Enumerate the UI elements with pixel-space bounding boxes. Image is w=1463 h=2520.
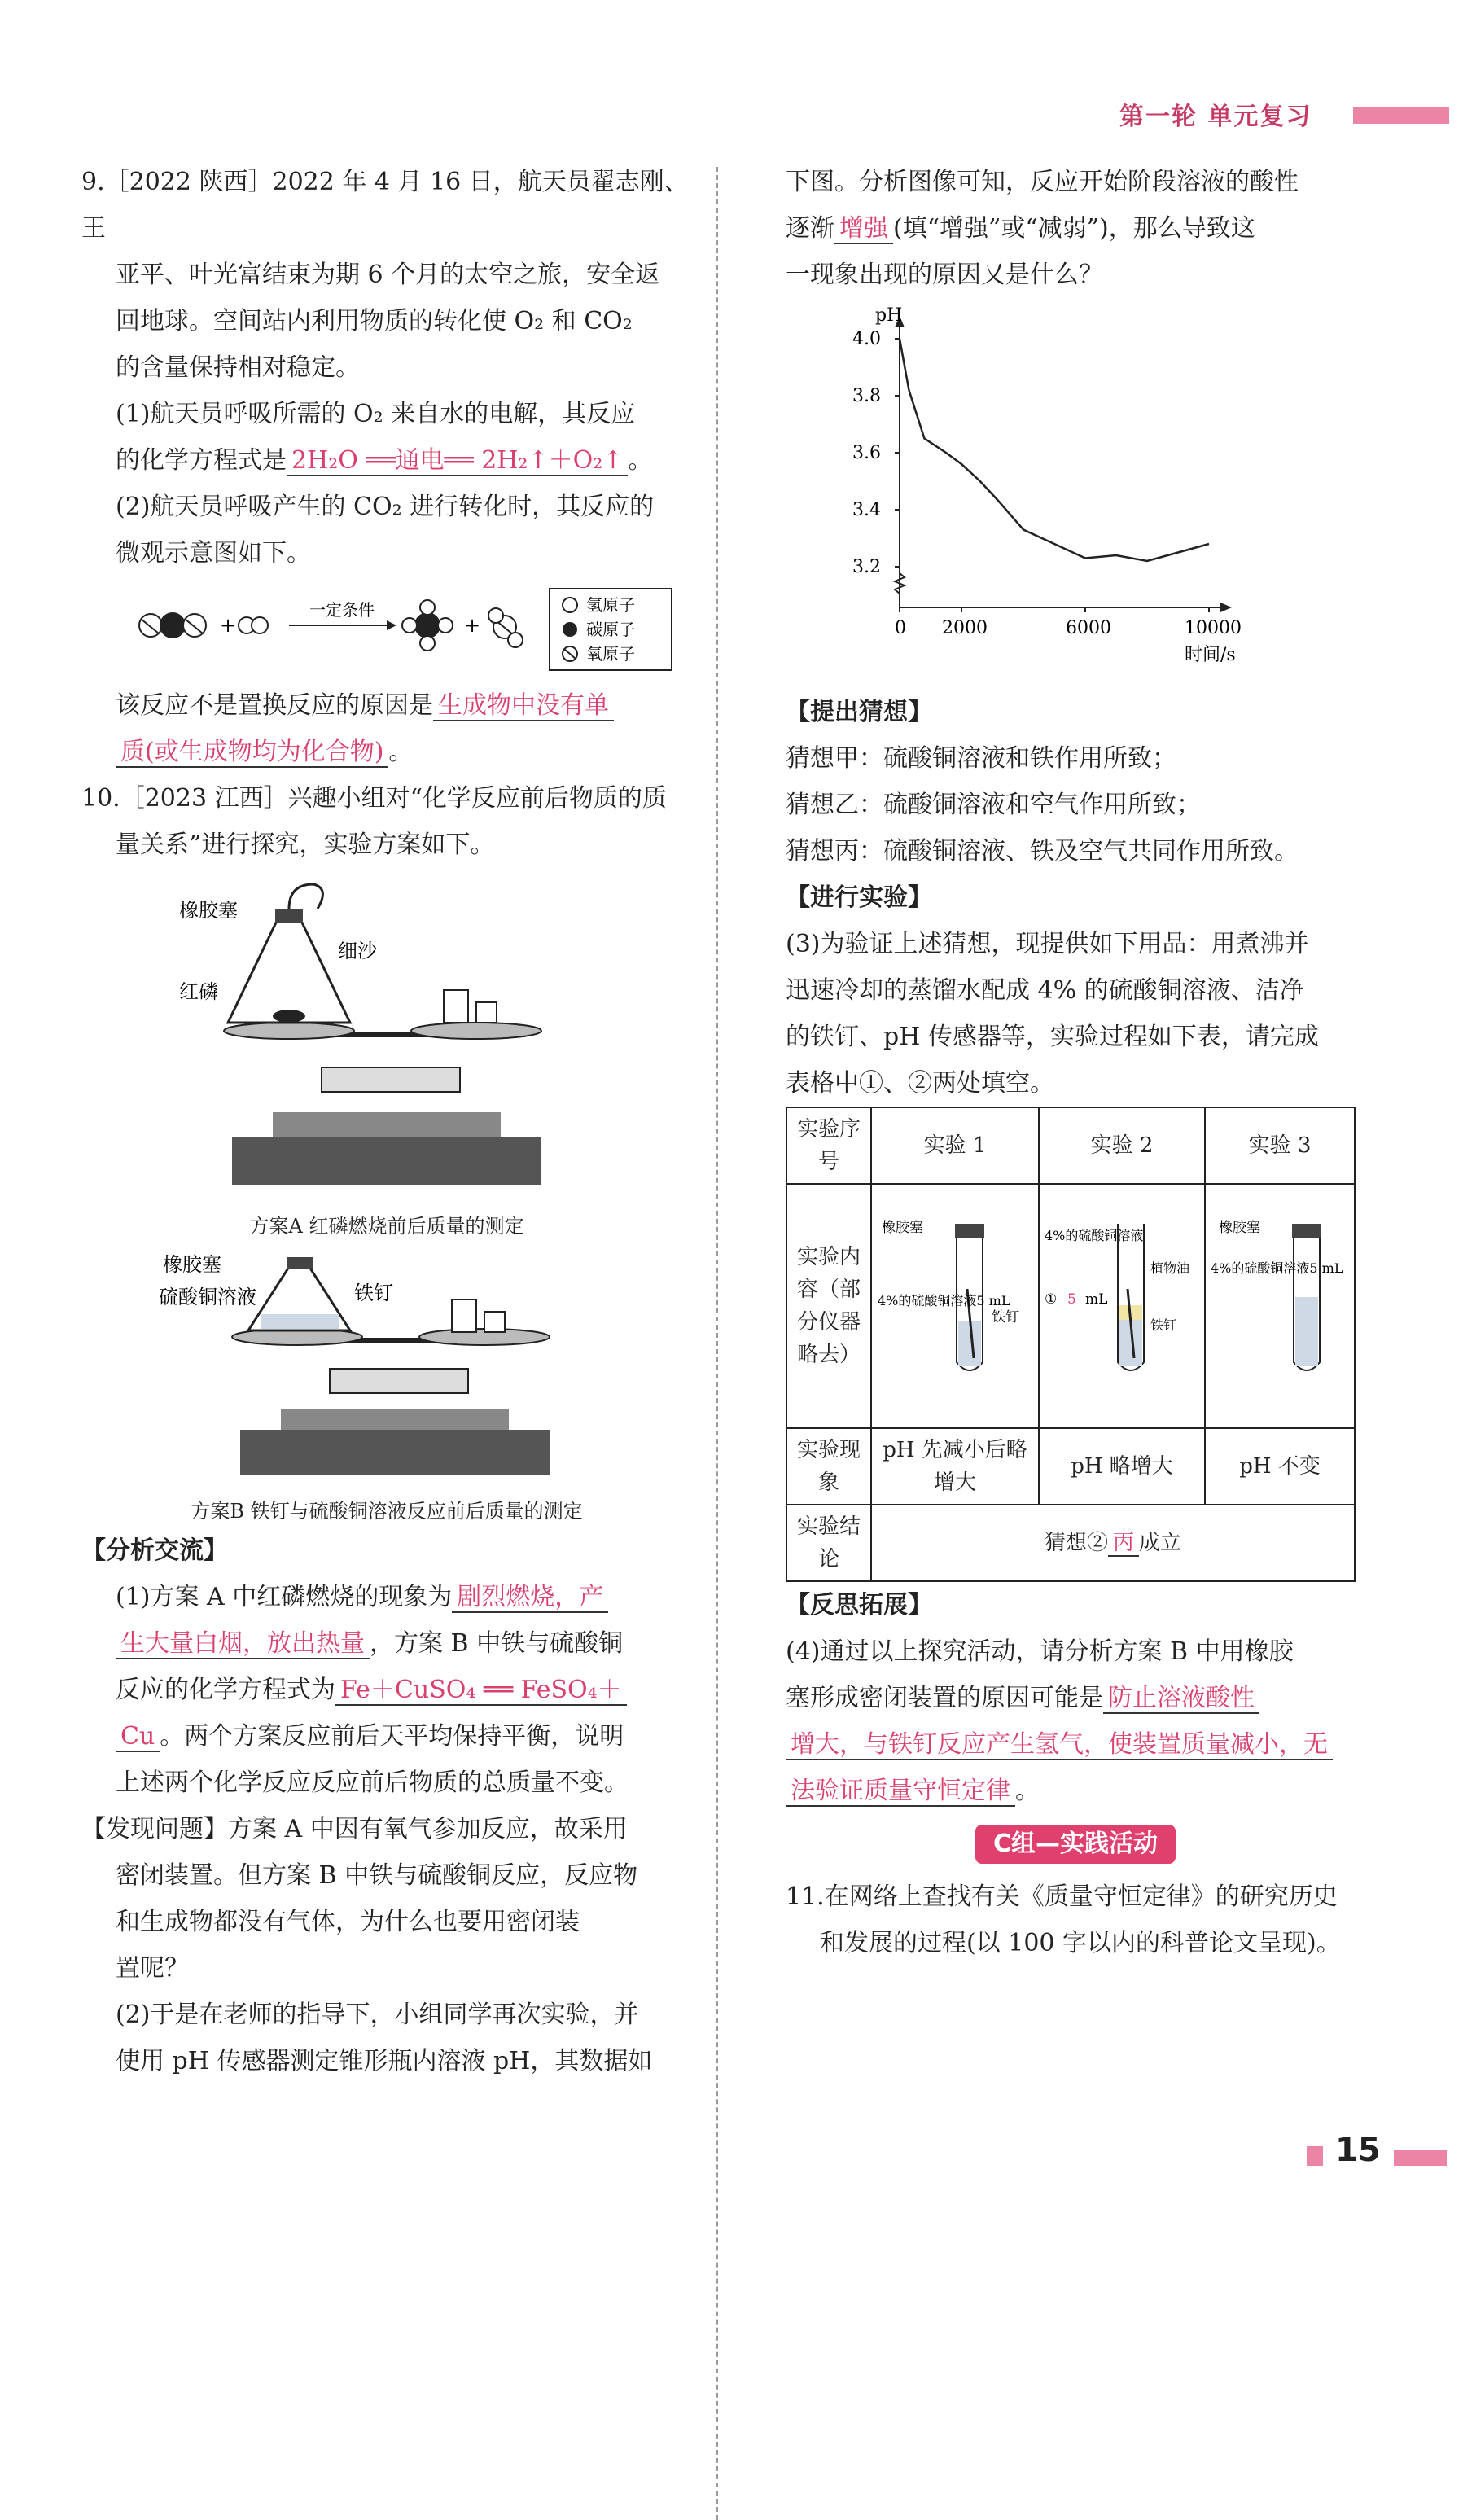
left-column xyxy=(81,159,692,2084)
f4-line3 xyxy=(786,1721,1365,1768)
concl-post: 成立 xyxy=(1139,1531,1182,1555)
reflect-title: 【反思拓展】 xyxy=(786,1591,932,1619)
a1d: 。两个方案反应前后天平均保持平衡，说明 xyxy=(160,1722,624,1751)
tube3-stopper: 橡胶塞 xyxy=(1219,1220,1260,1236)
column-divider xyxy=(716,167,718,2520)
f4-answer1: 防止溶液酸性 xyxy=(1103,1684,1259,1714)
q9-p1a: (1)航天员呼吸所需的 O₂ 来自水的电解，其反应 xyxy=(116,400,636,428)
guess3: 猜想丙：硫酸铜溶液、铁及空气共同作用所致。 xyxy=(786,837,1299,866)
a1-line4 xyxy=(81,1713,692,1760)
table-row xyxy=(786,1184,1355,1428)
table-cell: pH 不变 xyxy=(1205,1428,1355,1505)
e3-line2: 迅速冷却的蒸馏水配成 4% 的硫酸铜溶液、洁净 xyxy=(786,976,1304,1005)
q9-p3-line xyxy=(81,682,692,729)
r1b-post: (填“增强”或“减弱”)，那么导致这 xyxy=(893,214,1255,243)
table-row xyxy=(786,1428,1355,1505)
q9-p3-answer1: 生成物中没有单 xyxy=(433,691,614,721)
ch4-molecule xyxy=(402,600,453,651)
condition-label: 一定条件 xyxy=(309,600,375,620)
y-tick-label: 4.0 xyxy=(852,329,881,349)
q9-p1-answer: 2H₂O ══通电══ 2H₂↑＋O₂↑ xyxy=(287,446,628,476)
footer-bar-left xyxy=(1307,2146,1323,2166)
legend-c: 碳原子 xyxy=(586,620,635,639)
table-cell xyxy=(1205,1184,1355,1428)
a1-line3 xyxy=(81,1667,692,1713)
table-cell: pH 略增大 xyxy=(1039,1428,1205,1505)
figure-a-balance xyxy=(175,876,598,1202)
q11-line1: 11.在网络上查找有关《质量守恒定律》的研究历史 xyxy=(786,1882,1338,1911)
x-tick-label: 6000 xyxy=(1066,618,1111,638)
table-cell xyxy=(871,1505,1355,1581)
right-column xyxy=(786,159,1365,1966)
f4-answer3: 法验证质量守恒定律 xyxy=(786,1777,1015,1807)
tube-1 xyxy=(878,1207,1032,1395)
a1-answer2: 生大量白烟，放出热量 xyxy=(116,1629,370,1659)
q9-line3: 回地球。空间站内利用物质的转化使 O₂ 和 CO₂ xyxy=(116,307,633,335)
y-axis-label: pH xyxy=(875,306,903,326)
find-line3: 和生成物都没有气体，为什么也要用密闭装 xyxy=(116,1908,580,1936)
figure-b-balance xyxy=(159,1251,615,1487)
table-cell xyxy=(871,1184,1039,1428)
tube1-stopper: 橡胶塞 xyxy=(882,1220,923,1236)
table-cell: 实验 3 xyxy=(1205,1107,1355,1184)
label-nail: 铁钉 xyxy=(354,1282,393,1304)
legend-h: 氢原子 xyxy=(586,595,635,615)
figure-a-caption: 方案A 红磷燃烧前后质量的测定 xyxy=(249,1215,524,1238)
q9-line4: 的含量保持相对稳定。 xyxy=(116,353,360,382)
a1-answer3: Fe＋CuSO₄ ══ FeSO₄＋ xyxy=(335,1676,627,1706)
a2-line2: 使用 pH 传感器测定锥形瓶内溶液 pH，其数据如 xyxy=(116,2047,653,2075)
tube2-solution: 4%的硫酸铜溶液 xyxy=(1045,1228,1144,1243)
tube-3 xyxy=(1211,1207,1349,1395)
concl-answer: 丙 xyxy=(1108,1531,1139,1557)
q9-p2a: (2)航天员呼吸产生的 CO₂ 进行转化时，其反应的 xyxy=(116,493,655,521)
header-title: 第一轮 单元复习 xyxy=(1119,103,1312,131)
h2o-molecule xyxy=(488,608,523,647)
group-c-header xyxy=(786,1821,1365,1867)
f4b: 塞形成密闭装置的原因可能是 xyxy=(786,1684,1103,1712)
find-line4: 置呢？ xyxy=(116,1954,189,1983)
q9-line1: 9.［2022 陕西］2022 年 4 月 16 日，航天员翟志刚、王 xyxy=(81,168,689,243)
y-tick-label: 3.6 xyxy=(852,443,881,463)
legend-o: 氧原子 xyxy=(586,644,635,664)
r1-line1: 下图。分析图像可知，反应开始阶段溶液的酸性 xyxy=(786,168,1299,196)
q10-line1: 10.［2023 江西］兴趣小组对“化学反应前后物质的质 xyxy=(81,784,667,813)
x-tick-label: 10000 xyxy=(1185,618,1242,638)
balance-scale xyxy=(322,1067,460,1092)
r1b-pre: 逐渐 xyxy=(786,214,834,243)
label-cuso4: 硫酸铜溶液 xyxy=(159,1286,256,1308)
a1a: (1)方案 A 中红磷燃烧的现象为 xyxy=(116,1583,453,1611)
a1-line5: 上述两个化学反应反应前后物质的总质量不变。 xyxy=(116,1768,629,1797)
guess2: 猜想乙：硫酸铜溶液和空气作用所致； xyxy=(786,791,1201,819)
x-tick-label: 2000 xyxy=(942,618,988,638)
label-sand: 细沙 xyxy=(338,940,377,962)
q9-p1b: 的化学方程式是 xyxy=(116,446,287,475)
tube1-solution: 4%的硫酸铜溶液5 mL xyxy=(878,1293,1010,1308)
y-tick-label: 3.8 xyxy=(852,386,881,406)
tube2-unit: mL xyxy=(1085,1291,1108,1308)
guess-title: 【提出猜想】 xyxy=(786,698,932,726)
q9-p1b-line: 的化学方程式是 2H₂O ══通电══ 2H₂↑＋O₂↑ 。 xyxy=(116,446,653,475)
f4-line1: (4)通过以上探究活动，请分析方案 B 中用橡胶 xyxy=(786,1637,1294,1666)
tube2-mark: ① xyxy=(1045,1291,1058,1308)
tube-2 xyxy=(1045,1207,1199,1395)
stopper xyxy=(275,909,303,923)
page-number: 15 xyxy=(1335,2132,1381,2169)
table-row xyxy=(786,1505,1355,1581)
table-cell: 实验 2 xyxy=(1039,1107,1205,1184)
a1-answer4: Cu xyxy=(116,1722,160,1752)
tube3-solution: 4%的硫酸铜溶液5 mL xyxy=(1211,1260,1343,1276)
svg-text:+: + xyxy=(220,614,237,637)
a1-answer1: 剧烈燃烧，产 xyxy=(452,1583,608,1613)
label-stopper-a: 橡胶塞 xyxy=(179,899,238,922)
tube2-answer: 5 xyxy=(1067,1291,1076,1308)
label-phosphorus: 红磷 xyxy=(179,980,218,1003)
table-cell: 实验 1 xyxy=(871,1107,1039,1184)
tube1-nail: 铁钉 xyxy=(992,1309,1019,1326)
q9-p3-answer2: 质(或生成物均为化合物) xyxy=(116,738,388,768)
y-tick-label: 3.2 xyxy=(852,557,881,577)
a1b: ，方案 B 中铁与硫酸铜 xyxy=(370,1629,624,1658)
experiment-table xyxy=(786,1107,1356,1582)
tube2-oil: 植物油 xyxy=(1150,1260,1190,1276)
tube2-nail: 铁钉 xyxy=(1150,1317,1177,1333)
co2-molecule xyxy=(139,612,206,638)
table-cell xyxy=(1039,1184,1205,1428)
label-stopper-b: 橡胶塞 xyxy=(163,1253,221,1276)
f4-line2 xyxy=(786,1675,1365,1721)
figure-b-caption: 方案B 铁钉与硫酸铜溶液反应前后质量的测定 xyxy=(191,1500,583,1523)
r1-answer: 增强 xyxy=(834,214,893,244)
q11-line2: 和发展的过程(以 100 字以内的科普论文呈现)。 xyxy=(820,1929,1341,1957)
r1-line2 xyxy=(786,205,1365,252)
table-row xyxy=(786,1107,1355,1184)
a1-line1 xyxy=(81,1574,692,1620)
find-line2: 密闭装置。但方案 B 中铁与硫酸铜反应，反应物 xyxy=(116,1861,638,1890)
reaction-diagram xyxy=(94,585,680,674)
h2-molecule xyxy=(239,617,268,633)
exp-title: 【进行实验】 xyxy=(786,883,932,912)
table-cell: pH 先减小后略增大 xyxy=(871,1428,1039,1505)
e3-line1: (3)为验证上述猜想，现提供如下用品：用煮沸并 xyxy=(786,930,1309,958)
table-cell: 实验序号 xyxy=(786,1107,871,1184)
table-cell: 实验现象 xyxy=(786,1428,871,1505)
analysis-title: 【分析交流】 xyxy=(81,1536,228,1565)
q9-p2b: 微观示意图如下。 xyxy=(116,539,311,568)
a1-line2 xyxy=(81,1620,692,1667)
table-cell: 实验结论 xyxy=(786,1505,871,1581)
ph-series-line xyxy=(900,339,1209,561)
q10-line2: 量关系”进行探究，实验方案如下。 xyxy=(116,831,495,859)
e3-line4: 表格中①、②两处填空。 xyxy=(786,1069,1054,1098)
a1c: 反应的化学方程式为 xyxy=(116,1676,335,1704)
y-tick-label: 3.4 xyxy=(852,500,881,520)
group-c-badge: C组—实践活动 xyxy=(975,1825,1176,1864)
table-cell: 实验内容（部分仪器略去） xyxy=(786,1184,871,1428)
ph-chart xyxy=(843,306,1266,681)
q9-p3-line2: 质(或生成物均为化合物) 。 xyxy=(81,729,692,775)
guess1: 猜想甲：硫酸铜溶液和铁作用所致； xyxy=(786,744,1176,773)
q9-p3a: 该反应不是置换反应的原因是 xyxy=(116,691,433,720)
concl-pre: 猜想② xyxy=(1044,1531,1108,1555)
x-tick-label: 0 xyxy=(895,618,906,638)
f4-answer2: 增大，与铁钉反应产生氢气，使装置质量减小，无 xyxy=(786,1730,1333,1760)
q9-line2: 亚平、叶光富结束为期 6 个月的太空之旅，安全返 xyxy=(116,261,660,289)
e3-line3: 的铁钉、pH 传感器等，实验过程如下表，请完成 xyxy=(786,1023,1319,1051)
x-axis-arrow xyxy=(1220,603,1232,612)
flask xyxy=(228,921,350,1023)
find-line1: 【发现问题】方案 A 中因有氧气参加反应，故采用 xyxy=(81,1815,628,1843)
f4-line4: 法验证质量守恒定律 。 xyxy=(786,1768,1365,1814)
a2-line1: (2)于是在老师的指导下，小组同学再次实验，并 xyxy=(116,2001,639,2029)
x-axis-label: 时间/s xyxy=(1185,645,1236,665)
r1-line3: 一现象出现的原因又是什么？ xyxy=(786,261,1103,289)
footer-bar-right xyxy=(1394,2150,1447,2166)
balance-base xyxy=(232,1137,541,1185)
header-bar xyxy=(1353,107,1449,124)
svg-text:+: + xyxy=(464,614,481,637)
